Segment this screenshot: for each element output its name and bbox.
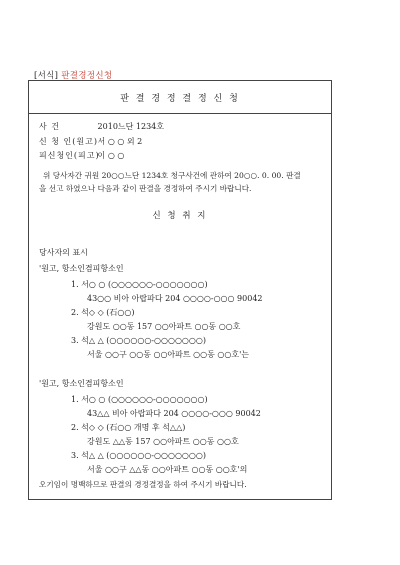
respondent-value: 이 ○ ○ bbox=[97, 151, 125, 160]
applicant-value: 서 ○ ○ 외 2 bbox=[97, 137, 143, 146]
section1-heading: '원고, 항소인겸피항소인 bbox=[39, 264, 124, 273]
section2-item2-address: 강원도 △△동 157 ○○아파트 ○○동 ○○호 bbox=[87, 437, 239, 446]
case-key: 사 건 bbox=[39, 122, 60, 131]
document-box bbox=[28, 80, 332, 500]
section1-item2-name: 2. 석◇ ◇ (石○○) bbox=[71, 308, 135, 317]
section1-item3-name: 3. 석△ △ (○○○○○○-○○○○○○○) bbox=[71, 336, 206, 345]
purpose-heading: 신 청 취 지 bbox=[152, 211, 208, 221]
respondent-row bbox=[39, 151, 124, 161]
section1-item1-address: 43○○ 비아 아랍파다 204 ○○○○-○○○ 90042 bbox=[87, 294, 263, 303]
section2-item1-name: 1. 서○ ○ (○○○○○○-○○○○○○○) bbox=[71, 395, 208, 404]
section2-item3-address: 서울 ○○구 △△동 ○○아파트 ○○동 ○○호'의 bbox=[87, 465, 248, 474]
case-row bbox=[39, 122, 164, 132]
section1-item2-address: 강원도 ○○동 157 ○○아파트 ○○동 ○○호 bbox=[87, 322, 241, 331]
respondent-key: 피신청인(피고) bbox=[39, 151, 100, 160]
section1-item1-name: 1. 서○ ○ (○○○○○○-○○○○○○○) bbox=[71, 280, 208, 289]
section2-item2-name: 2. 석◇ ◇ (石○○ 개명 후 석△△) bbox=[71, 423, 186, 432]
closing-line: 오기임이 명백하므로 판결의 경정결정을 하여 주시기 바랍니다. bbox=[39, 480, 247, 489]
form-label-title: 판결경정신청 bbox=[61, 71, 113, 81]
title-divider bbox=[29, 113, 331, 114]
document-title: 판 결 경 정 결 정 신 청 bbox=[120, 94, 240, 104]
applicant-row bbox=[39, 137, 142, 147]
section2-item3-name: 3. 석△ △ (○○○○○○-○○○○○○○) bbox=[71, 451, 206, 460]
form-label-bracket: [서식] bbox=[34, 71, 59, 81]
applicant-key: 신 청 인(원고) bbox=[39, 137, 98, 146]
case-value: 2010느단 1234호 bbox=[97, 122, 164, 131]
intro-line-1: 위 당사자간 귀원 20○○느단 1234호 청구사건에 관하여 20○○. 0. 00. 판결 bbox=[43, 171, 301, 180]
section2-heading: '원고, 항소인겸피항소인 bbox=[39, 379, 124, 388]
section1-item3-address: 서울 ○○구 ○○동 ○○아파트 ○○동 ○○호'는 bbox=[87, 350, 249, 359]
intro-line-2: 을 선고 하였으나 다음과 같이 판결을 경정하여 주시기 바랍니다. bbox=[39, 184, 252, 193]
section2-item1-address: 43△△ 비아 아랍파다 204 ○○○○-○○○ 90042 bbox=[87, 409, 261, 418]
party-display-heading: 당사자의 표시 bbox=[39, 248, 88, 257]
